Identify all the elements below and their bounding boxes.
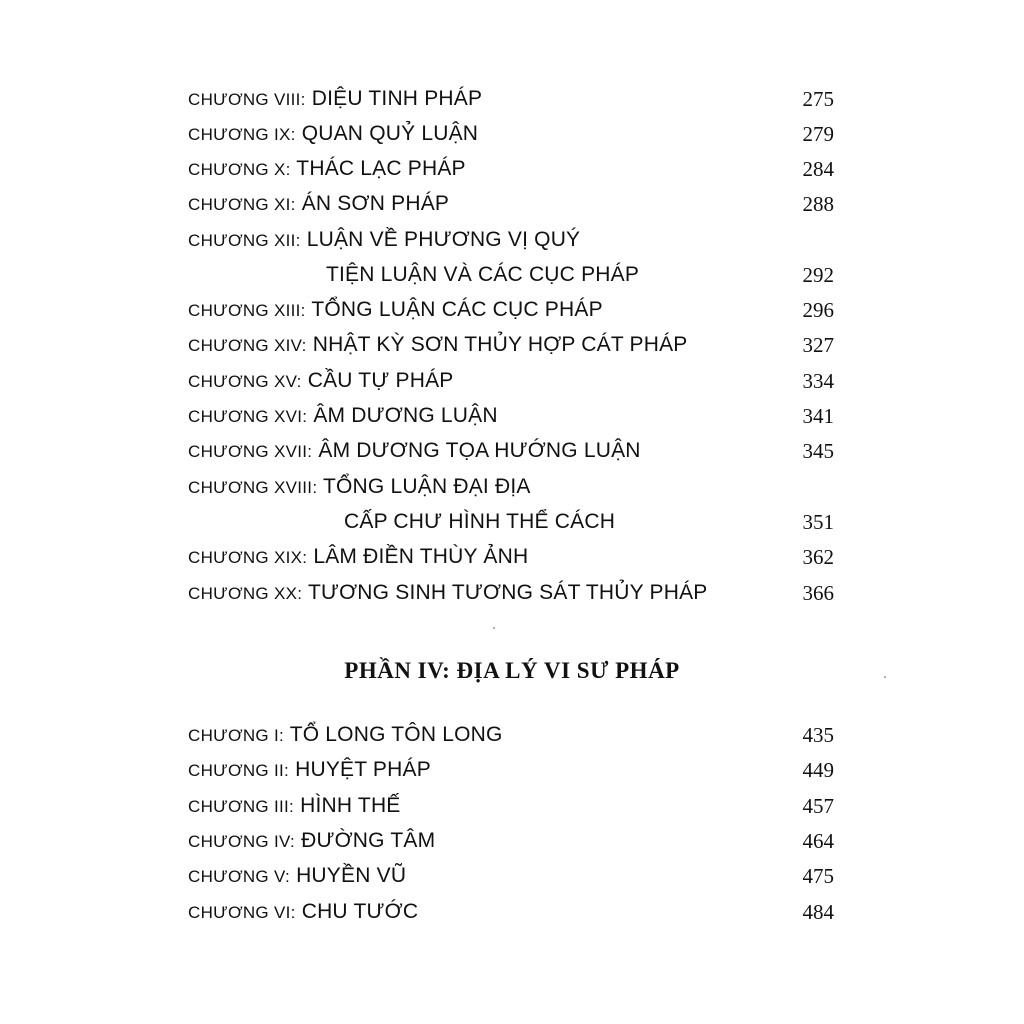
page-number: 464 xyxy=(802,829,834,853)
toc-entry xyxy=(188,824,834,858)
chapter-title: TỔNG LUẬN ĐẠI ĐỊA xyxy=(323,475,531,498)
page-number: 327 xyxy=(802,333,834,357)
chapter-label: CHƯƠNG XI: xyxy=(188,195,296,214)
chapter-title-continuation: CẤP CHƯ HÌNH THỂ CÁCH xyxy=(344,510,616,533)
chapter-label: CHƯƠNG II: xyxy=(188,761,290,780)
toc-entry xyxy=(188,187,834,221)
chapter-label: CHƯƠNG VIII: xyxy=(188,90,306,109)
page-number: 284 xyxy=(802,157,834,181)
chapter-label: CHƯƠNG XVIII: xyxy=(188,478,318,497)
page-number: 341 xyxy=(802,404,834,428)
chapter-title: QUAN QUỶ LUẬN xyxy=(301,122,479,145)
page-number: 334 xyxy=(802,369,834,393)
chapter-label: CHƯƠNG V: xyxy=(188,867,291,886)
scan-speck xyxy=(493,627,495,629)
chapter-title: HUYỆT PHÁP xyxy=(295,758,431,781)
chapter-label: CHƯƠNG XIV: xyxy=(188,336,307,355)
toc-entry xyxy=(188,753,834,787)
chapter-label: CHƯƠNG XIII: xyxy=(188,301,306,320)
chapter-title: CẦU TỰ PHÁP xyxy=(307,369,454,392)
toc-entry-continuation xyxy=(188,258,834,292)
chapter-title: LUẬN VỀ PHƯƠNG VỊ QUÝ xyxy=(306,228,581,251)
chapter-title: TỔNG LUẬN CÁC CỤC PHÁP xyxy=(311,298,603,321)
chapter-title: ÂM DƯƠNG TỌA HƯỚNG LUẬN xyxy=(318,439,641,462)
toc-entry xyxy=(188,328,834,362)
chapter-title: TƯƠNG SINH TƯƠNG SÁT THỦY PHÁP xyxy=(307,581,708,604)
toc-entry xyxy=(188,364,834,398)
chapter-label: CHƯƠNG XVI: xyxy=(188,407,308,426)
chapter-title: ÂM DƯƠNG LUẬN xyxy=(313,404,498,427)
toc-entry xyxy=(188,718,834,752)
page-number: 279 xyxy=(802,122,834,146)
toc-entry xyxy=(188,434,834,468)
chapter-label: CHƯƠNG XX: xyxy=(188,584,303,603)
toc-entry xyxy=(188,399,834,433)
part-heading: PHẦN IV: ĐỊA LÝ VI SƯ PHÁP xyxy=(344,658,680,683)
page-number: 449 xyxy=(802,758,834,782)
chapter-title: HUYỀN VŨ xyxy=(296,864,407,887)
chapter-label: CHƯƠNG IX: xyxy=(188,125,296,144)
chapter-title: TỔ LONG TÔN LONG xyxy=(289,723,503,746)
scan-speck xyxy=(884,676,886,678)
toc-entry xyxy=(188,152,834,186)
chapter-label: CHƯƠNG IV: xyxy=(188,832,296,851)
chapter-label: CHƯƠNG I: xyxy=(188,726,285,745)
chapter-title: HÌNH THẾ xyxy=(300,794,401,817)
page-number: 366 xyxy=(802,581,834,605)
chapter-title: CHU TƯỚC xyxy=(301,900,419,923)
toc-entry xyxy=(188,223,834,257)
toc-entry xyxy=(188,859,834,893)
toc-entry xyxy=(188,82,834,116)
toc-entry xyxy=(188,576,834,610)
toc-entry xyxy=(188,789,834,823)
chapter-label: CHƯƠNG XVII: xyxy=(188,442,313,461)
chapter-label: CHƯƠNG XV: xyxy=(188,372,302,391)
page-number: 345 xyxy=(802,439,834,463)
chapter-label: CHƯƠNG X: xyxy=(188,160,291,179)
toc-entry xyxy=(188,117,834,151)
toc-entry xyxy=(188,293,834,327)
page-number: 484 xyxy=(802,900,834,924)
page-number: 275 xyxy=(802,87,834,111)
toc-entry xyxy=(188,895,834,929)
toc-entry-continuation xyxy=(188,505,834,539)
chapter-title: THÁC LẠC PHÁP xyxy=(296,157,466,180)
page-number: 351 xyxy=(802,510,834,534)
chapter-label: CHƯƠNG VI: xyxy=(188,903,296,922)
toc-entry xyxy=(188,470,834,504)
page-number: 296 xyxy=(802,298,834,322)
chapter-title: DIỆU TINH PHÁP xyxy=(311,87,483,110)
page-number: 292 xyxy=(802,263,834,287)
chapter-label: CHƯƠNG XIX: xyxy=(188,548,308,567)
chapter-title-continuation: TIỆN LUẬN VÀ CÁC CỤC PHÁP xyxy=(326,263,640,286)
page-number: 457 xyxy=(802,794,834,818)
page-number: 435 xyxy=(802,723,834,747)
toc-entry xyxy=(188,540,834,574)
page-number: 475 xyxy=(802,864,834,888)
chapter-title: NHẬT KỲ SƠN THỦY HỢP CÁT PHÁP xyxy=(312,333,688,356)
chapter-label: CHƯƠNG III: xyxy=(188,797,295,816)
chapter-title: ĐƯỜNG TÂM xyxy=(301,829,436,852)
page-number: 362 xyxy=(802,545,834,569)
chapter-title: LÂM ĐIỀN THÙY ẢNH xyxy=(313,545,529,568)
chapter-title: ÁN SƠN PHÁP xyxy=(301,192,450,215)
chapter-label: CHƯƠNG XII: xyxy=(188,231,301,250)
page-number: 288 xyxy=(802,192,834,216)
